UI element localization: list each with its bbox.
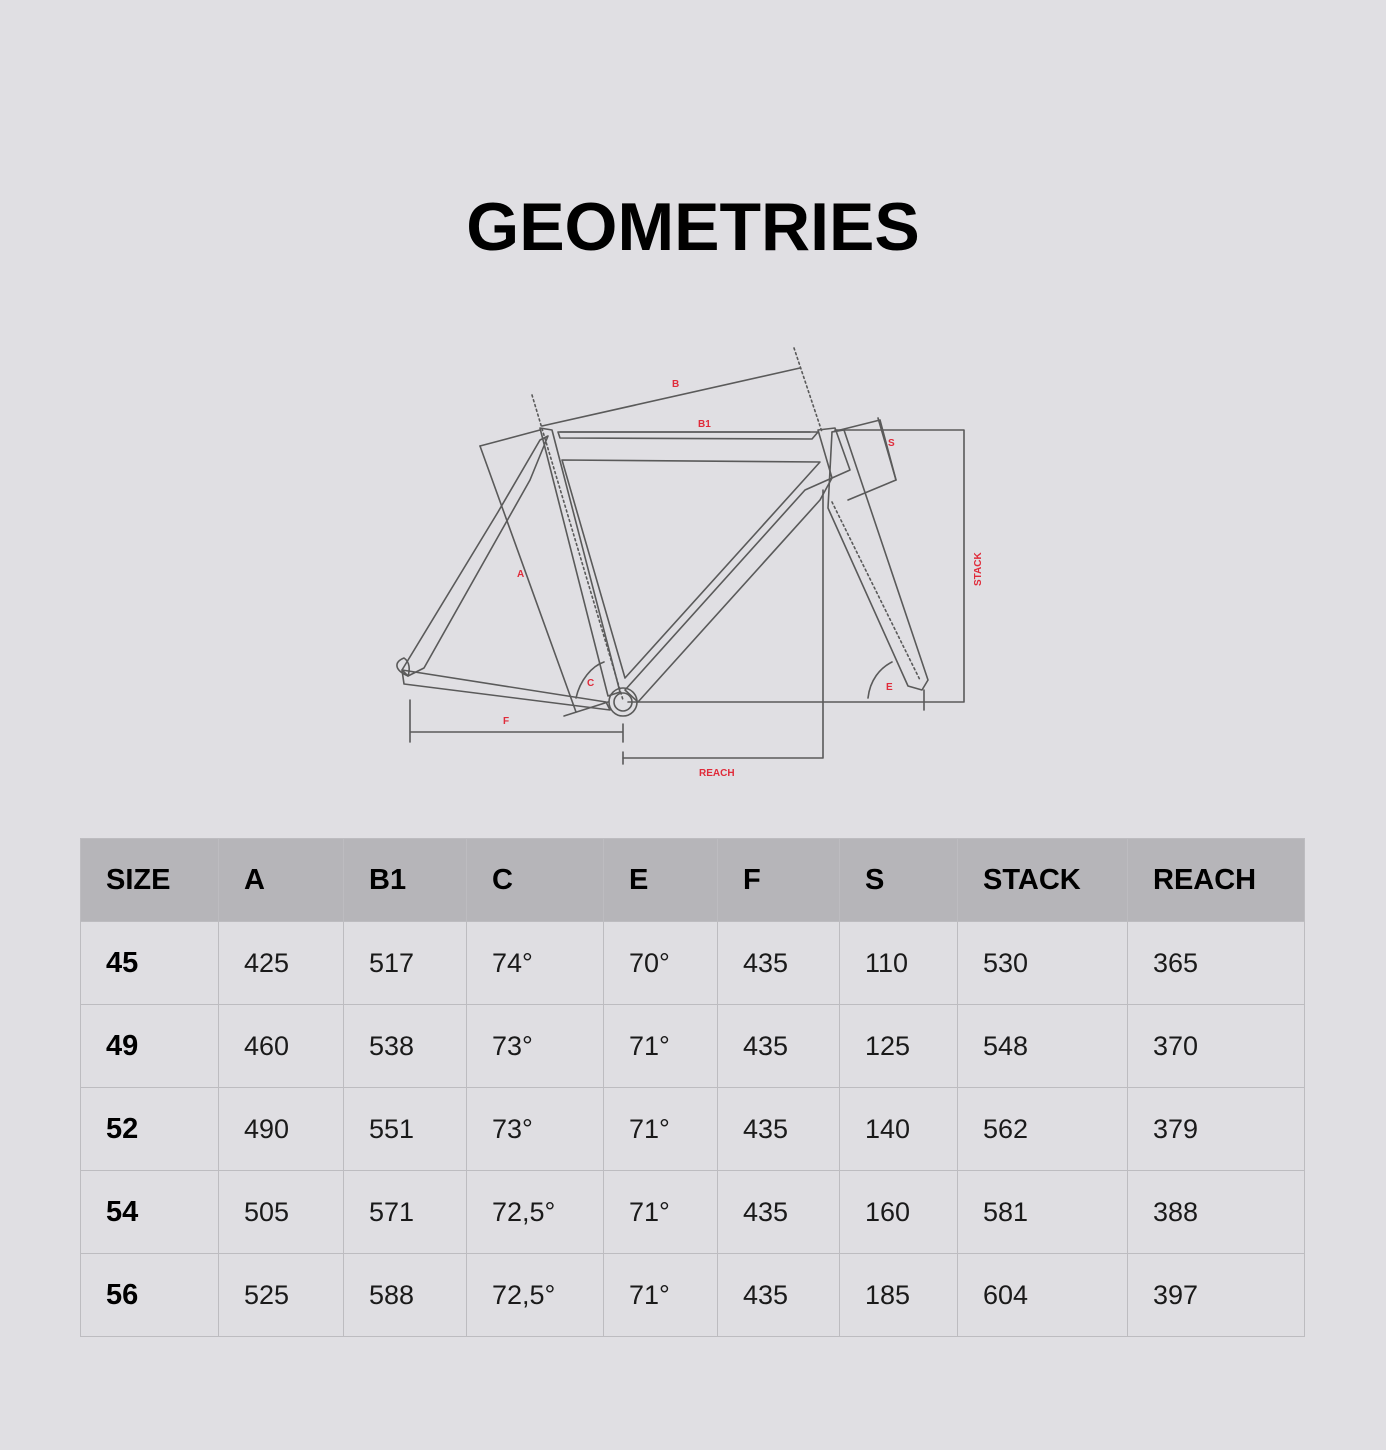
column-header-a: A	[219, 839, 344, 922]
label-s: S	[888, 438, 895, 449]
table-cell: 571	[344, 1171, 467, 1254]
label-f: F	[503, 716, 510, 727]
column-header-reach: REACH	[1128, 839, 1305, 922]
table-cell: 548	[958, 1005, 1128, 1088]
f-line	[410, 700, 623, 742]
table-cell: 435	[718, 922, 840, 1005]
column-header-f: F	[718, 839, 840, 922]
top-tube	[558, 432, 818, 439]
table-cell: 71°	[604, 1088, 718, 1171]
column-header-b1: B1	[344, 839, 467, 922]
table-cell: 73°	[467, 1005, 604, 1088]
table-cell: 460	[219, 1005, 344, 1088]
table-row	[81, 1254, 1305, 1337]
table-cell: 525	[219, 1254, 344, 1337]
label-stack: STACK	[973, 552, 984, 586]
column-header-s: S	[840, 839, 958, 922]
page-title: GEOMETRIES	[466, 189, 920, 265]
table-cell: 72,5°	[467, 1171, 604, 1254]
table-cell: 185	[840, 1254, 958, 1337]
table-cell: 370	[1128, 1005, 1305, 1088]
frame-diagram-svg	[380, 340, 1000, 790]
table-cell: 435	[718, 1088, 840, 1171]
table-cell: 551	[344, 1088, 467, 1171]
size-cell: 45	[81, 922, 219, 1005]
table-cell: 435	[718, 1171, 840, 1254]
table-cell: 581	[958, 1171, 1128, 1254]
size-cell: 56	[81, 1254, 219, 1337]
column-header-stack: STACK	[958, 839, 1128, 922]
stack-line	[628, 430, 964, 702]
seat-tube	[540, 428, 620, 696]
label-e: E	[886, 682, 893, 693]
column-header-c: C	[467, 839, 604, 922]
label-b1: B1	[698, 419, 711, 430]
table-cell: 110	[840, 922, 958, 1005]
table-cell: 140	[840, 1088, 958, 1171]
table-cell: 388	[1128, 1171, 1305, 1254]
table-cell: 505	[219, 1171, 344, 1254]
fork	[828, 430, 928, 690]
table-cell: 71°	[604, 1005, 718, 1088]
size-cell: 52	[81, 1088, 219, 1171]
table-cell: 160	[840, 1171, 958, 1254]
size-cell: 54	[81, 1171, 219, 1254]
table-row	[81, 922, 1305, 1005]
table-cell: 530	[958, 922, 1128, 1005]
table-row	[81, 1171, 1305, 1254]
table-cell: 538	[344, 1005, 467, 1088]
column-header-e: E	[604, 839, 718, 922]
seat-axis	[532, 395, 623, 700]
table-cell: 435	[718, 1005, 840, 1088]
label-c: C	[587, 678, 595, 689]
b-line	[542, 368, 800, 426]
table-cell: 74°	[467, 922, 604, 1005]
table-cell: 397	[1128, 1254, 1305, 1337]
column-header-size: SIZE	[81, 839, 219, 922]
head-axis	[794, 348, 822, 432]
a-line	[480, 446, 576, 712]
label-reach: REACH	[699, 768, 735, 779]
table-cell: 425	[219, 922, 344, 1005]
table-row	[81, 1088, 1305, 1171]
table-cell: 71°	[604, 1254, 718, 1337]
table-cell: 125	[840, 1005, 958, 1088]
table-cell: 490	[219, 1088, 344, 1171]
geometry-table	[80, 838, 1305, 1337]
s-line	[878, 418, 896, 480]
table-cell: 365	[1128, 922, 1305, 1005]
table-cell: 588	[344, 1254, 467, 1337]
table-cell: 517	[344, 922, 467, 1005]
table-cell: 72,5°	[467, 1254, 604, 1337]
frame-geometry-diagram	[380, 340, 1000, 790]
table-cell: 604	[958, 1254, 1128, 1337]
label-a: A	[517, 569, 525, 580]
table-cell: 379	[1128, 1088, 1305, 1171]
table-cell: 562	[958, 1088, 1128, 1171]
table-cell: 435	[718, 1254, 840, 1337]
table-cell: 70°	[604, 922, 718, 1005]
table-cell: 73°	[467, 1088, 604, 1171]
seat-stay	[402, 436, 548, 676]
table-header-row	[81, 839, 1305, 922]
table-cell: 71°	[604, 1171, 718, 1254]
down-tube	[625, 478, 832, 702]
table-row	[81, 1005, 1305, 1088]
front-triangle-inner	[562, 460, 820, 678]
size-cell: 49	[81, 1005, 219, 1088]
label-b: B	[672, 379, 680, 390]
